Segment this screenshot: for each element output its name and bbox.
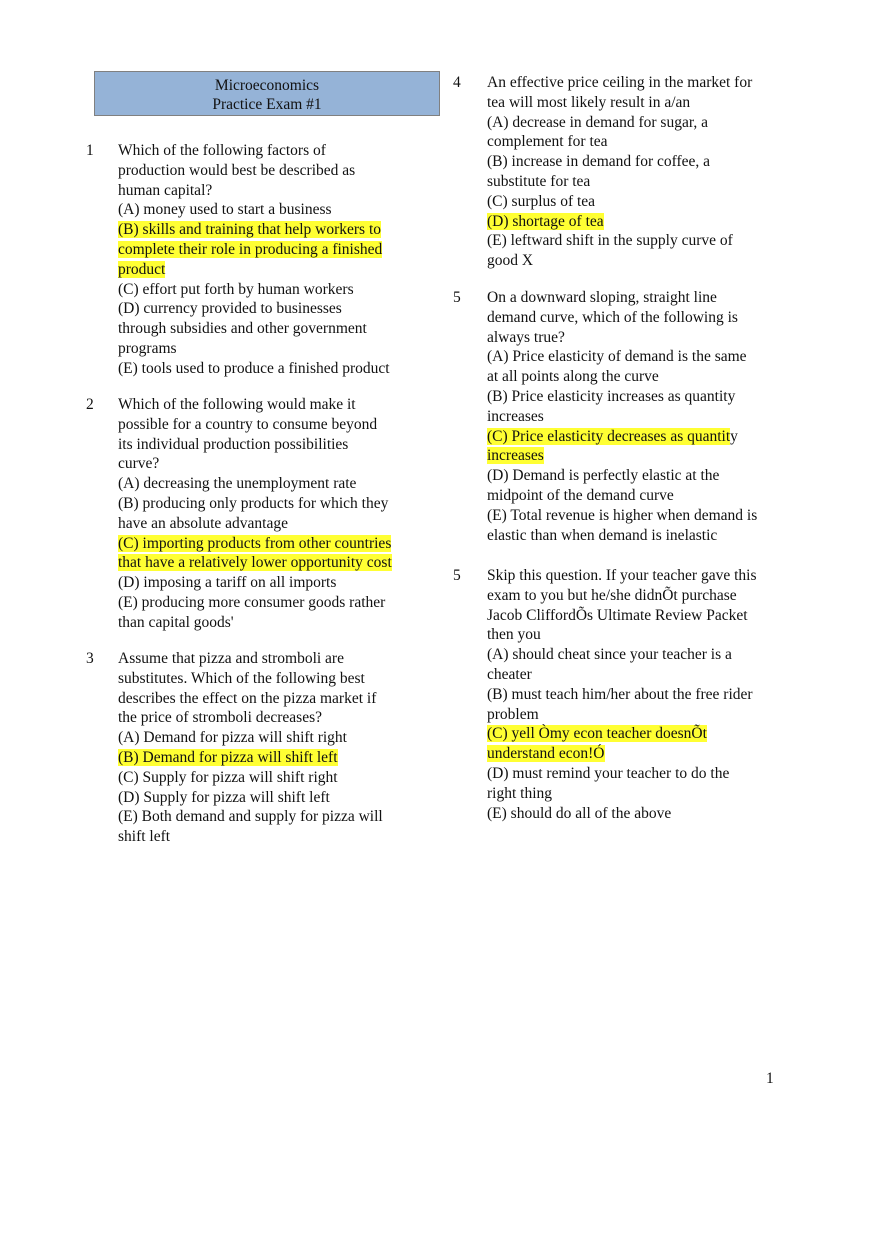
question-body	[487, 288, 757, 545]
question-line	[118, 807, 383, 827]
question-line	[487, 764, 756, 784]
line-text: (B) Price elasticity increases as quantity	[487, 387, 736, 405]
line-text: (B) skills and training that help workers to	[118, 221, 382, 239]
question-line	[118, 514, 392, 534]
question-number: 5	[453, 289, 461, 306]
line-text: Assume that pizza and stromboli are	[118, 650, 344, 667]
question-line	[118, 435, 392, 455]
highlighted-answer-line	[487, 744, 756, 764]
line-text: the price of stromboli decreases?	[118, 709, 322, 727]
line-text: (A) money used to start a business	[118, 201, 332, 219]
line-text: programs	[118, 339, 177, 357]
line-text: (D) imposing a tariff on all imports	[118, 574, 337, 592]
question-line	[487, 288, 757, 308]
question-number: 3	[86, 650, 94, 667]
line-text: (D) currency provided to businesses	[118, 300, 342, 318]
line-text: product	[118, 260, 166, 278]
line-text: (E) Total revenue is higher when demand is	[487, 506, 758, 524]
line-text: (A) should cheat since your teacher is a	[487, 646, 732, 664]
line-text: elastic than when demand is inelastic	[487, 526, 718, 544]
line-text: complete their role in producing a finished	[118, 240, 383, 258]
question-line	[118, 339, 390, 359]
highlighted-answer-line	[487, 446, 757, 466]
line-text: substitutes. Which of the following best	[118, 669, 365, 687]
question-line	[118, 613, 392, 633]
question-line	[487, 251, 752, 271]
question-line	[487, 73, 752, 93]
question-line	[487, 784, 756, 804]
line-text: increases	[487, 447, 544, 465]
line-text: then you	[487, 626, 541, 644]
line-text: human capital?	[118, 181, 213, 199]
question-line	[118, 708, 383, 728]
line-text: (C) yell Òmy econ teacher doesnÕt	[487, 725, 707, 743]
line-text: (C) Supply for pizza will shift right	[118, 768, 338, 786]
question-line	[118, 649, 383, 669]
line-text: its individual production possibilities	[118, 435, 349, 453]
line-text: (D) must remind your teacher to do the	[487, 764, 730, 782]
line-text: that have a relatively lower opportunity cost	[118, 554, 392, 572]
line-text: (D) Demand is perfectly elastic at the	[487, 467, 720, 485]
line-text: (A) decrease in demand for sugar, a	[487, 113, 709, 131]
question-line	[487, 804, 756, 824]
line-text: possible for a country to consume beyond	[118, 415, 378, 433]
question-line	[487, 308, 757, 328]
question-line	[118, 768, 383, 788]
question-line	[118, 141, 390, 161]
line-text: (C) effort put forth by human workers	[118, 280, 354, 298]
question-line	[118, 200, 390, 220]
line-text: exam to you but he/she didnÕt purchase	[487, 586, 737, 604]
question-line	[118, 788, 383, 808]
question-line	[118, 319, 390, 339]
line-text-tail: y	[730, 427, 738, 445]
question-body	[487, 73, 752, 271]
question-line	[118, 474, 392, 494]
question-line	[487, 665, 756, 685]
line-text: good X	[487, 252, 534, 270]
highlighted-answer-line	[487, 427, 757, 447]
question-line	[487, 328, 757, 348]
line-text: On a downward sloping, straight line	[487, 289, 717, 306]
highlighted-answer-line	[118, 553, 392, 573]
line-text: (A) Demand for pizza will shift right	[118, 729, 347, 747]
line-text: An effective price ceiling in the market for	[487, 74, 753, 91]
course-title: Microeconomics	[214, 77, 320, 94]
line-text: curve?	[118, 455, 160, 473]
line-text: (E) producing more consumer goods rather	[118, 593, 386, 611]
question-line	[487, 132, 752, 152]
line-text: (B) producing only products for which they	[118, 494, 389, 512]
line-text: (A) decreasing the unemployment rate	[118, 475, 357, 493]
question-line	[118, 181, 390, 201]
question-body	[118, 649, 383, 847]
question-line	[118, 415, 392, 435]
highlighted-answer-line	[487, 724, 756, 744]
line-text: right thing	[487, 784, 553, 802]
line-text: than capital goods'	[118, 613, 234, 631]
question-line	[487, 367, 757, 387]
line-text: midpoint of the demand curve	[487, 486, 674, 504]
question-line	[118, 573, 392, 593]
line-text: complement for tea	[487, 133, 608, 151]
question-body	[487, 566, 756, 823]
question-line	[487, 486, 757, 506]
highlighted-answer-line	[118, 534, 392, 554]
line-text: (C) importing products from other countries	[118, 534, 392, 552]
highlighted-answer-line	[118, 260, 390, 280]
question-line	[487, 705, 756, 725]
line-text: increases	[487, 407, 544, 425]
line-text: understand econ!Ó	[487, 745, 605, 763]
line-text: problem	[487, 705, 539, 723]
question-line	[487, 625, 756, 645]
question-body	[118, 141, 390, 379]
line-text: production would best be described as	[118, 161, 356, 179]
question-line	[487, 645, 756, 665]
line-text: (D) shortage of tea	[487, 212, 604, 230]
question-line	[118, 299, 390, 319]
line-text: (D) Supply for pizza will shift left	[118, 788, 330, 806]
line-text: Jacob CliffordÕs Ultimate Review Packet	[487, 606, 748, 624]
line-text: (B) must teach him/her about the free rider	[487, 685, 753, 703]
question-line	[487, 526, 757, 546]
question-number: 5	[453, 567, 461, 584]
question-line	[118, 161, 390, 181]
line-text: demand curve, which of the following is	[487, 308, 738, 326]
line-text: always true?	[487, 328, 565, 346]
highlighted-answer-line	[487, 212, 752, 232]
page-number: 1	[766, 1070, 774, 1087]
line-text: (B) Demand for pizza will shift left	[118, 748, 338, 766]
question-number: 2	[86, 396, 94, 413]
question-line	[487, 152, 752, 172]
question-line	[487, 93, 752, 113]
line-text: have an absolute advantage	[118, 514, 288, 532]
line-text: through subsidies and other government	[118, 320, 367, 338]
question-line	[487, 566, 756, 586]
question-line	[118, 494, 392, 514]
line-text: (C) Price elasticity decreases as quantit	[487, 427, 731, 445]
question-line	[118, 395, 392, 415]
question-line	[487, 606, 756, 626]
question-line	[118, 280, 390, 300]
line-text: (E) Both demand and supply for pizza will	[118, 808, 383, 826]
question-line	[118, 827, 383, 847]
line-text: (E) should do all of the above	[487, 804, 672, 822]
line-text: cheater	[487, 665, 532, 683]
question-line	[118, 593, 392, 613]
line-text: (E) tools used to produce a finished product	[118, 359, 390, 377]
question-line	[487, 586, 756, 606]
highlighted-answer-line	[118, 240, 390, 260]
line-text: (A) Price elasticity of demand is the same	[487, 348, 747, 366]
line-text: describes the effect on the pizza market if	[118, 689, 377, 707]
highlighted-answer-line	[118, 748, 383, 768]
line-text: at all points along the curve	[487, 368, 659, 386]
question-line	[118, 669, 383, 689]
question-line	[487, 231, 752, 251]
question-line	[118, 454, 392, 474]
line-text: shift left	[118, 828, 171, 846]
question-line	[487, 113, 752, 133]
question-line	[487, 387, 757, 407]
question-line	[487, 685, 756, 705]
line-text: Skip this question. If your teacher gave this	[487, 567, 757, 584]
question-line	[487, 407, 757, 427]
question-line	[487, 347, 757, 367]
question-line	[487, 466, 757, 486]
line-text: Which of the following would make it	[118, 396, 356, 413]
question-line	[487, 192, 752, 212]
question-line	[118, 689, 383, 709]
highlighted-answer-line	[118, 220, 390, 240]
line-text: substitute for tea	[487, 172, 591, 190]
line-text: (B) increase in demand for coffee, a	[487, 153, 711, 171]
question-line	[118, 359, 390, 379]
question-number: 1	[86, 142, 94, 159]
question-number: 4	[453, 74, 461, 91]
exam-title-box	[94, 71, 440, 116]
line-text: Which of the following factors of	[118, 142, 326, 159]
question-line	[487, 506, 757, 526]
exam-title: Practice Exam #1	[212, 96, 322, 113]
question-line	[487, 172, 752, 192]
line-text: (C) surplus of tea	[487, 192, 596, 210]
line-text: tea will most likely result in a/an	[487, 93, 691, 111]
line-text: (E) leftward shift in the supply curve of	[487, 232, 733, 250]
question-body	[118, 395, 392, 633]
question-line	[118, 728, 383, 748]
